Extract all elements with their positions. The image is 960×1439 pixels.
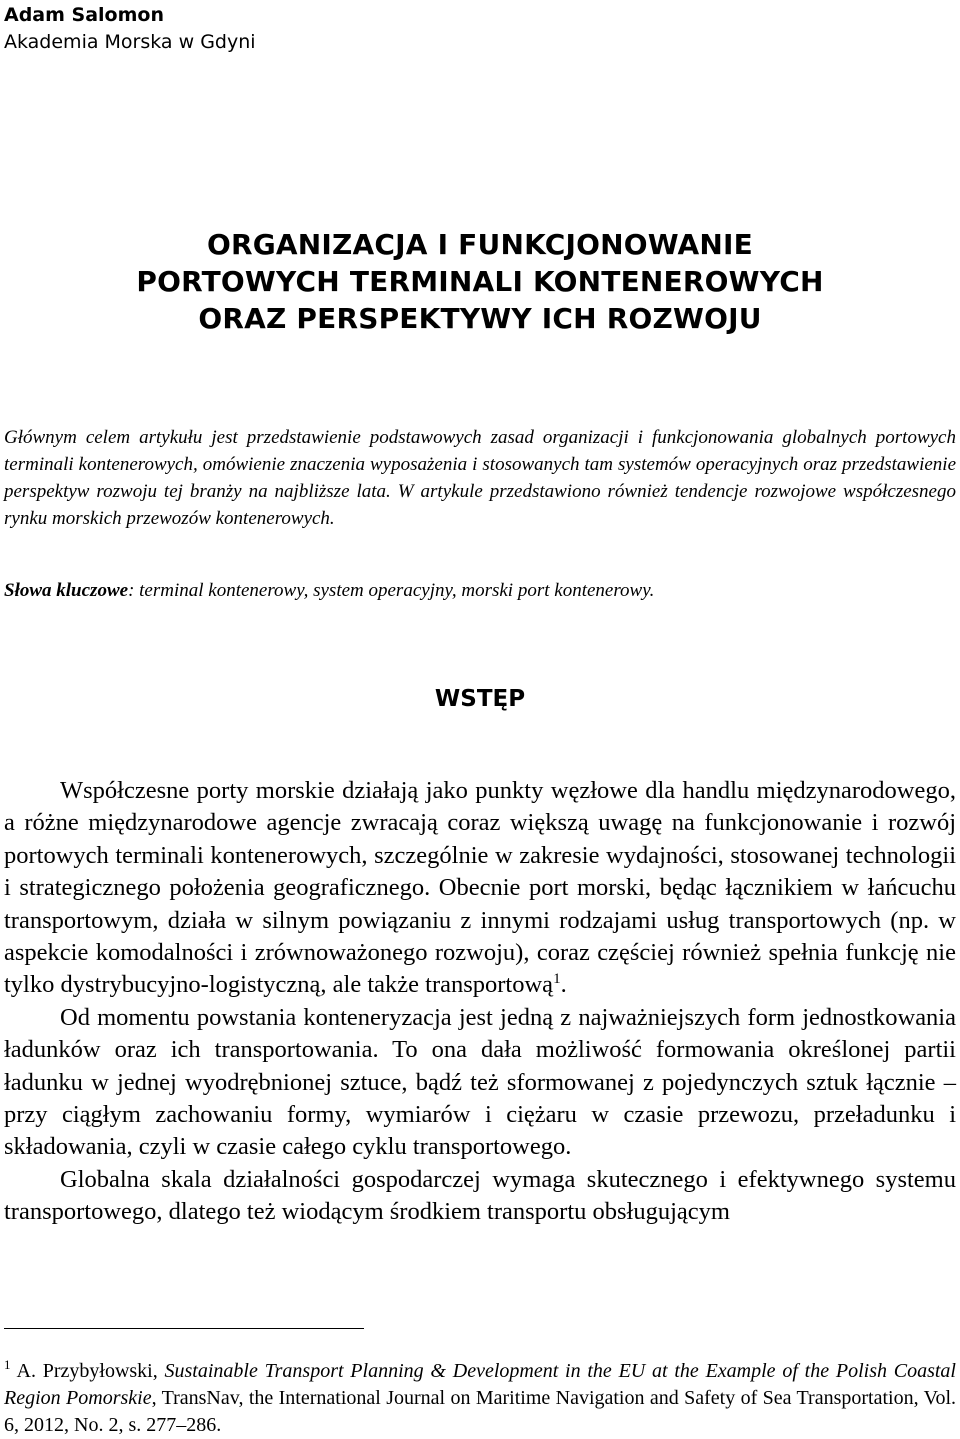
abstract bbox=[4, 424, 956, 532]
body-text bbox=[4, 775, 956, 1229]
author-affiliation: Akademia Morska w Gdyni bbox=[4, 31, 256, 53]
abstract-text: Głównym celem artykułu jest przedstawienie podstawowych zasad organizacji i funkcjonowania globalnych portowych terminali kontenerowych, omówienie znaczenia wyposażenia i stosowanych tam systemów operacyjnych oraz przedstawienie perspektyw rozwoju tej branży na najbliższe lata. W artykule przedstawiono również tendencje rozwojowe współczesnego rynku morskich przewozów kontenerowych. bbox=[4, 427, 956, 529]
footnote-reference[interactable]: 1 bbox=[553, 971, 561, 988]
footnote-details: , TransNav, the International Journal on Maritime Navigation and Safety of Sea Transportation, Vol. 6, 2012, No. 2, s. 277–286. bbox=[4, 1387, 957, 1436]
body-paragraph-2: Od momentu powstania konteneryzacja jest jedną z najważniejszych form jednostkowania ładunków oraz ich transportowania. To ona dała możliwość formowania określonej partii ładunku w jednej wyodrębnionej sztuce, bądź też sformowanej z pojedynczych sztuk łącznie – przy ciągłym zachowaniu formy, wymiarów i ciężaru w czasie przewozu, przeładunku i składowania, czyli w czasie całego cyklu transportowego. bbox=[4, 1003, 956, 1161]
footnote-work-title: Sustainable Transport Planning & Development in the EU at the Example of the Polish Coastal Region Pomorskie bbox=[4, 1360, 956, 1409]
keywords-text: : terminal kontenerowy, system operacyjny, morski port kontenerowy. bbox=[128, 580, 655, 601]
author-name: Adam Salomon bbox=[4, 4, 164, 26]
author-block bbox=[4, 2, 256, 56]
body-paragraph-1-text: Współczesne porty morskie działają jako punkty węzłowe dla handlu międzynarodowego, a różne międzynarodowe agencje zwracają coraz większą uwagę na funkcjonowanie i rozwój portowych terminali kontenerowych, szczególnie w zakresie wydajności, stosowanej technologii i strategicznego położenia geograficznego. Obecnie port morski, będąc łącznikiem w łańcuchu transportowym, działa w silnym powiązaniu z innymi rodzajami usług transportowych (np. w aspekcie komodalności i zrównoważonego rozwoju), coraz częściej również spełnia funkcję nie tylko dystrybucyjno-logistyczną, ale także transportową bbox=[4, 777, 956, 999]
article-title bbox=[0, 226, 960, 337]
keywords-label: Słowa kluczowe bbox=[4, 580, 129, 601]
footnote-author: A. Przybyłowski, bbox=[16, 1360, 165, 1382]
title-line-1: ORGANIZACJA I FUNKCJONOWANIE bbox=[206, 228, 753, 261]
body-paragraph-1-end: . bbox=[560, 971, 567, 999]
footnote-mark: 1 bbox=[4, 1357, 11, 1372]
footnote-separator bbox=[4, 1328, 364, 1329]
body-paragraph-1 bbox=[4, 775, 956, 1002]
body-paragraph-3: Globalna skala działalności gospodarczej wymaga skutecznego i efektywnego systemu transportowego, dlatego też wiodącym środkiem transportu obsługującym bbox=[4, 1165, 956, 1226]
title-line-2: PORTOWYCH TERMINALI KONTENEROWYCH bbox=[136, 265, 824, 298]
title-line-3: ORAZ PERSPEKTYWY ICH ROZWOJU bbox=[198, 302, 762, 335]
keywords bbox=[4, 577, 956, 604]
section-heading: WSTĘP bbox=[434, 686, 526, 712]
footnote bbox=[4, 1358, 956, 1439]
